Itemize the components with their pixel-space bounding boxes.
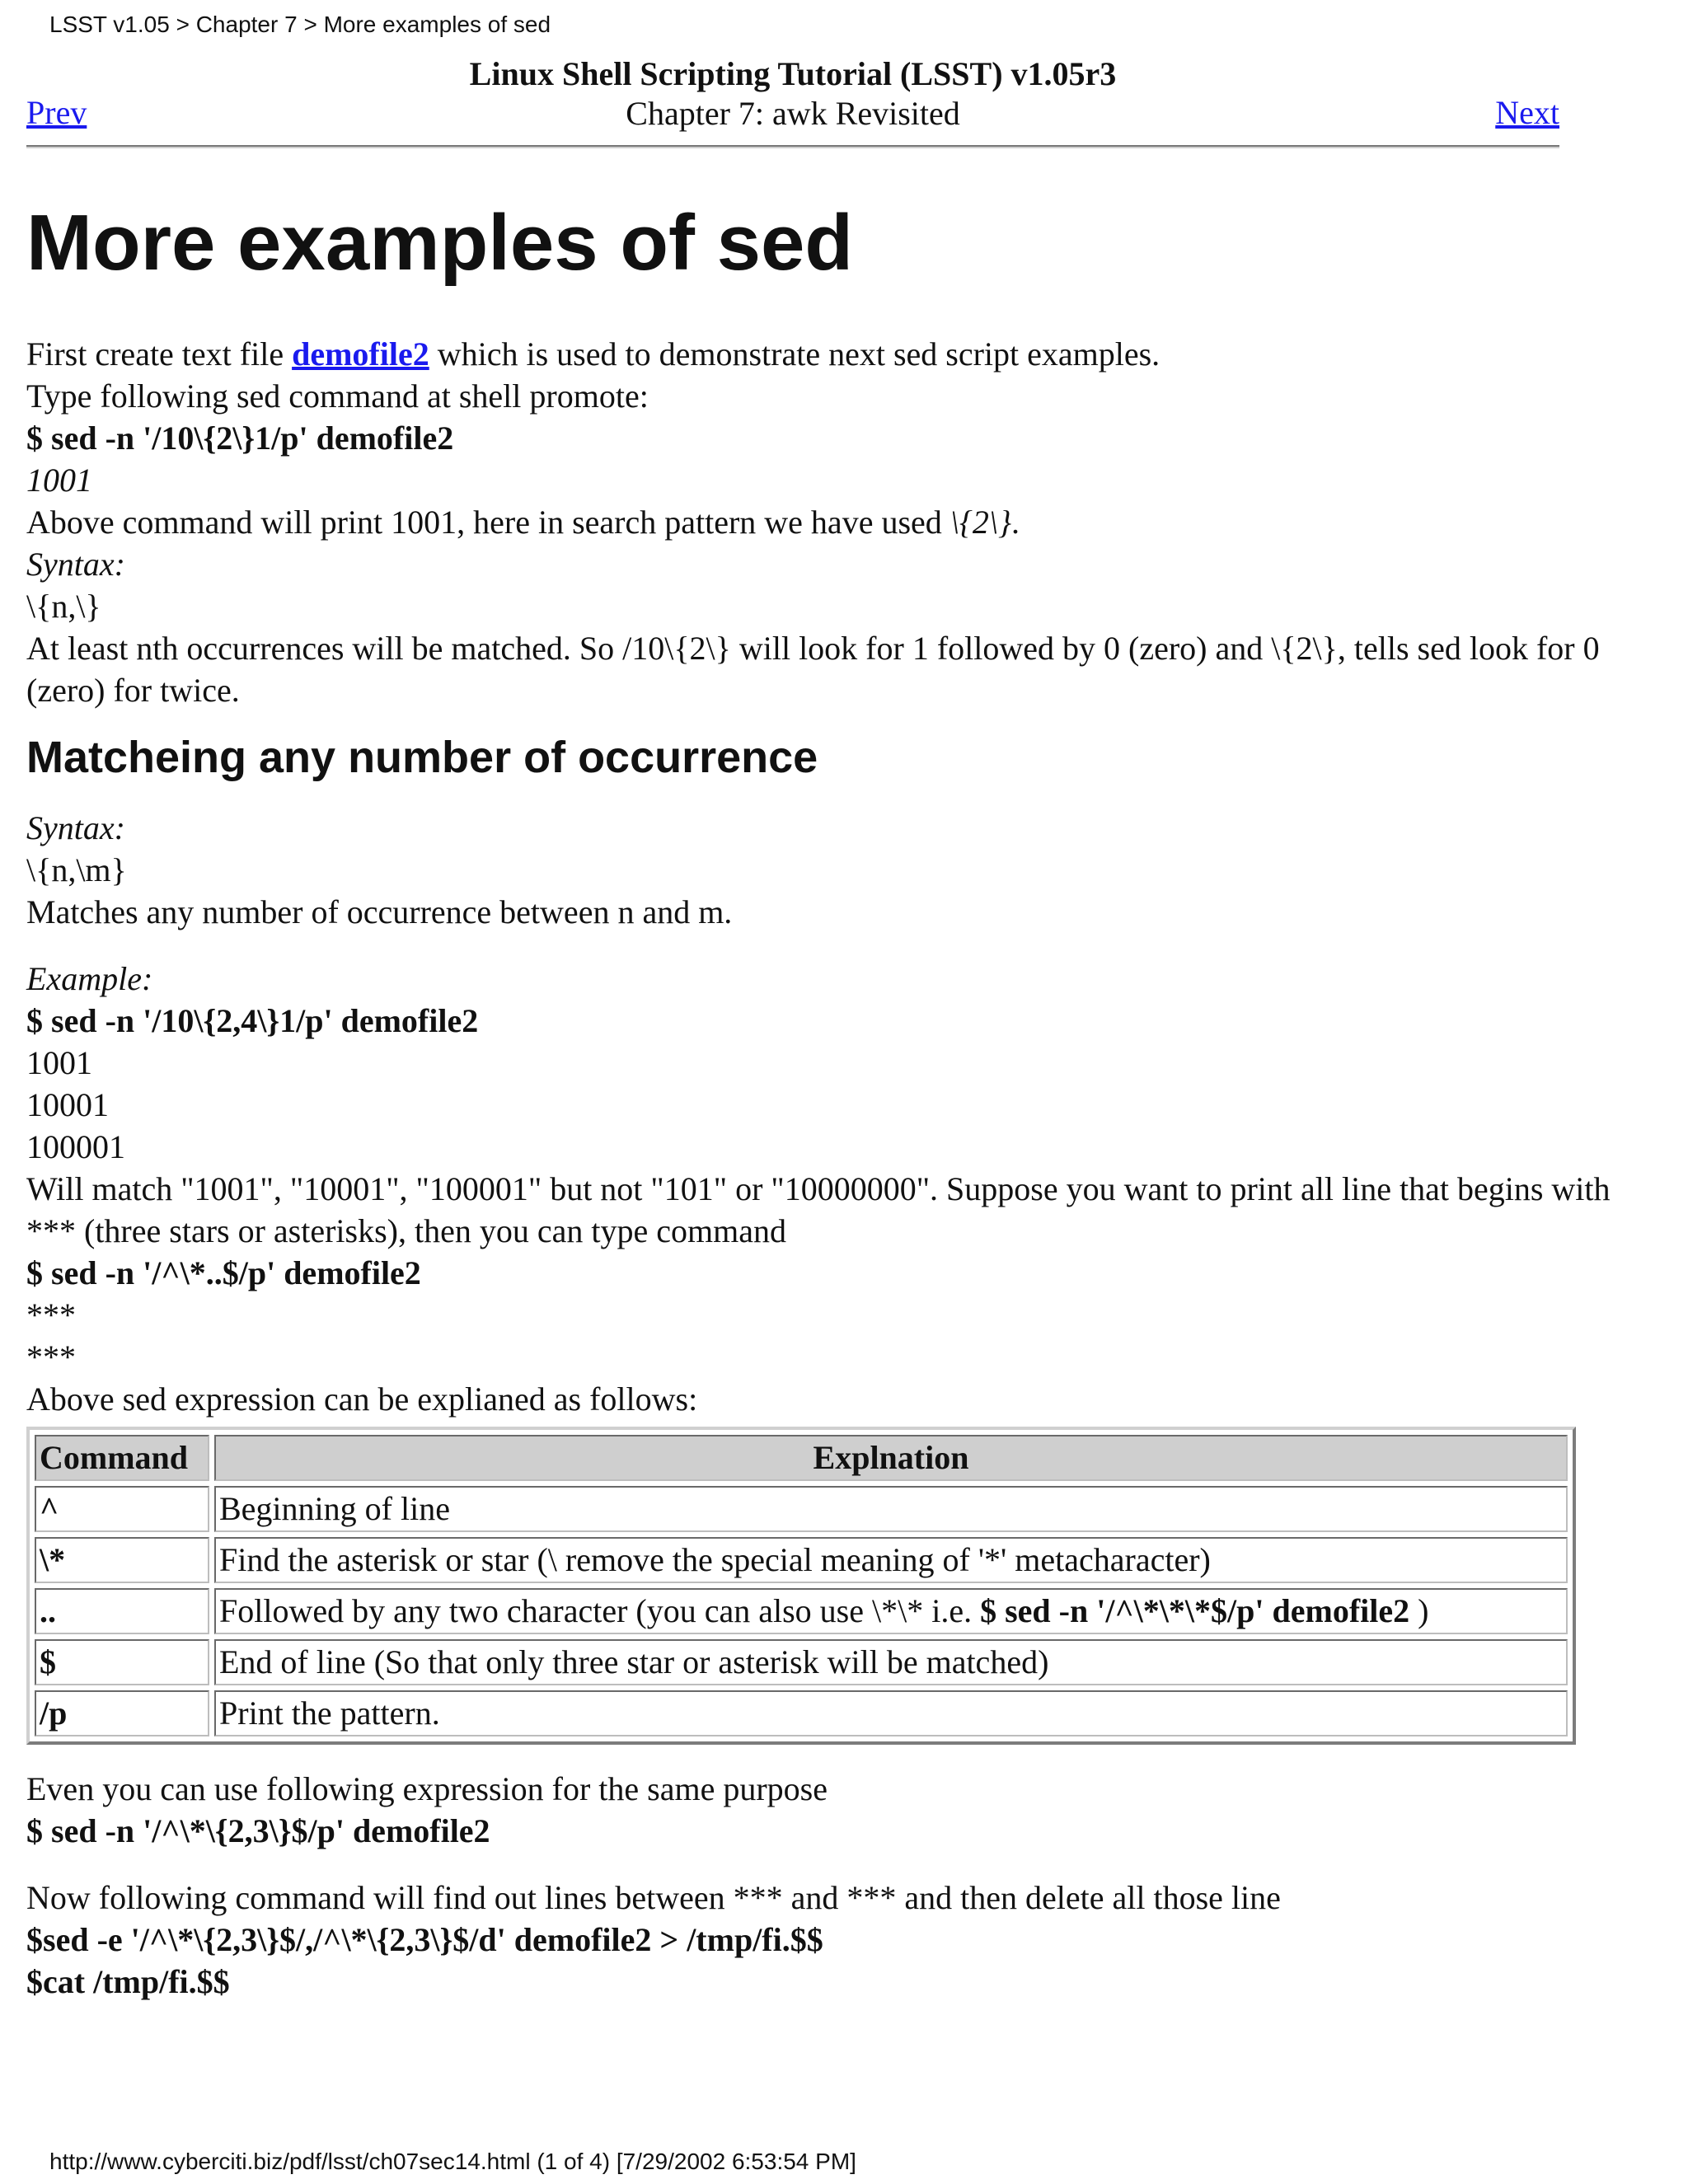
output-line: 100001 xyxy=(26,1128,125,1165)
above-command-text xyxy=(26,501,1642,543)
even-text: Even you can use following expression for the same purpose xyxy=(26,1770,828,1807)
pattern-emphasis: \{2\} xyxy=(950,504,1011,541)
tutorial-title: Linux Shell Scripting Tutorial (LSST) v1.05r3 xyxy=(469,55,1117,92)
command-5: $sed -e '/^\*\{2,3\}$/,/^\*\{2,3\}$/d' demofile2 > /tmp/fi.$$ xyxy=(26,1921,823,1958)
column-header-command: Command xyxy=(35,1435,209,1481)
table-row xyxy=(35,1486,1568,1532)
command-2: $ sed -n '/10\{2,4\}1/p' demofile2 xyxy=(26,1002,479,1039)
syntax-2: \{n,\m} xyxy=(26,851,127,888)
chapter-title: Chapter 7: awk Revisited xyxy=(626,95,960,132)
type-following-text: Type following sed command at shell promote: xyxy=(26,377,649,415)
output-line: 1001 xyxy=(26,1044,92,1081)
intro-text-end: which is used to demonstrate next sed script examples. xyxy=(429,335,1160,373)
print-footer: http://www.cyberciti.biz/pdf/lsst/ch07sec14.html (1 of 4) [7/29/2002 6:53:54 PM] xyxy=(49,2149,856,2174)
header-divider xyxy=(26,145,1559,148)
command-4: $ sed -n '/^\*\{2,3\}$/p' demofile2 xyxy=(26,1812,490,1849)
syntax-1: \{n,\} xyxy=(26,588,101,625)
table-row xyxy=(35,1588,1568,1634)
example-label: Example: xyxy=(26,960,153,997)
will-match-text: Will match "1001", "10001", "100001" but not "101" or "10000000". Suppose you want to print all line that begins with *** (three stars or asterisks), then you can type command xyxy=(26,1170,1611,1249)
main-content xyxy=(26,190,1642,2003)
command-cell: .. xyxy=(35,1588,209,1634)
explanation-table xyxy=(26,1427,1576,1745)
now-following-text: Now following command will find out lines between *** and *** and then delete all those line xyxy=(26,1879,1281,1916)
above-text-end: . xyxy=(1010,504,1020,541)
explanation-command: $ sed -n '/^\*\*\*$/p' demofile2 xyxy=(980,1592,1410,1629)
syntax-label: Syntax: xyxy=(26,546,125,583)
table-header-row xyxy=(35,1435,1568,1481)
explanation-text-end: ) xyxy=(1409,1592,1429,1629)
command-cell: ^ xyxy=(35,1486,209,1532)
table-row xyxy=(35,1639,1568,1685)
command-1-output: 1001 xyxy=(26,462,92,499)
output-line: 10001 xyxy=(26,1086,109,1123)
demofile2-link[interactable]: demofile2 xyxy=(292,335,429,373)
next-link[interactable]: Next xyxy=(1495,94,1559,131)
table-row xyxy=(35,1537,1568,1583)
stars-output: *** xyxy=(26,1338,76,1376)
print-header: LSST v1.05 > Chapter 7 > More examples of sed xyxy=(49,12,551,37)
intro-text: First create text file xyxy=(26,335,293,373)
explanation-cell: Beginning of line xyxy=(214,1486,1568,1532)
prev-link[interactable]: Prev xyxy=(26,94,87,131)
command-1: $ sed -n '/10\{2\}1/p' demofile2 xyxy=(26,419,454,457)
column-header-explanation: Explnation xyxy=(214,1435,1568,1481)
table-row xyxy=(35,1690,1568,1736)
command-cell: \* xyxy=(35,1537,209,1583)
section-heading: Matcheing any number of occurrence xyxy=(26,733,818,782)
navigation-header xyxy=(26,54,1559,145)
command-cell: /p xyxy=(35,1690,209,1736)
explanation-1: At least nth occurrences will be matched. So /10\{2\} will look for 1 followed by 0 (zero) and \{2\}, tells sed look for 0 (zero) for twice. xyxy=(26,630,1600,709)
above-expression-text: Above sed expression can be explianed as follows: xyxy=(26,1380,698,1418)
command-3: $ sed -n '/^\*..$/p' demofile2 xyxy=(26,1254,421,1291)
explanation-cell: Find the asterisk or star (\ remove the special meaning of '*' metacharacter) xyxy=(214,1537,1568,1583)
explanation-cell xyxy=(214,1588,1568,1634)
page-title: More examples of sed xyxy=(26,199,854,287)
command-cell: $ xyxy=(35,1639,209,1685)
explanation-cell: End of line (So that only three star or asterisk will be matched) xyxy=(214,1639,1568,1685)
explanation-text: Followed by any two character (you can also use \*\* i.e. xyxy=(219,1592,981,1629)
above-text: Above command will print 1001, here in search pattern we have used xyxy=(26,504,950,541)
syntax-label-2: Syntax: xyxy=(26,809,125,846)
stars-output: *** xyxy=(26,1296,76,1333)
matches-text: Matches any number of occurrence between n and m. xyxy=(26,893,733,930)
intro-paragraph xyxy=(26,333,1642,375)
explanation-cell: Print the pattern. xyxy=(214,1690,1568,1736)
command-6: $cat /tmp/fi.$$ xyxy=(26,1963,230,2000)
